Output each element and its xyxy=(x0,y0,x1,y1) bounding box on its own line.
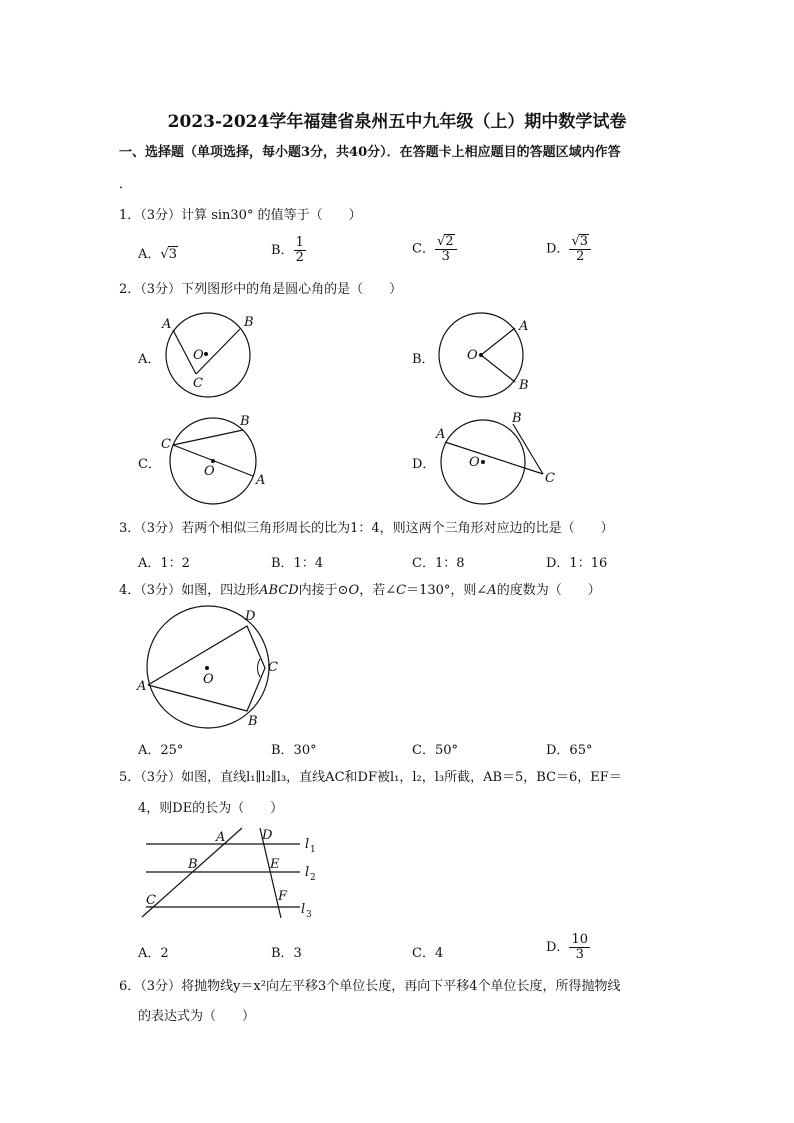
radicand: 2 xyxy=(445,234,454,249)
option-label: B． xyxy=(271,243,294,258)
denominator: 2 xyxy=(576,249,585,264)
svg-text:1: 1 xyxy=(310,845,316,855)
question-stem: 下列图形中的角是圆心角的是（ ） xyxy=(181,282,403,297)
svg-text:3: 3 xyxy=(306,910,312,920)
q1-option-b[interactable] xyxy=(271,236,306,265)
question-number: 1． xyxy=(119,208,141,223)
question-5-line-2: 4，则DE的长为（ ） xyxy=(138,801,284,816)
question-number: 2． xyxy=(119,282,141,297)
svg-text:F: F xyxy=(278,889,288,904)
q4-figure xyxy=(137,604,287,732)
option-label: D． xyxy=(546,241,570,257)
svg-text:D: D xyxy=(245,609,256,624)
fraction xyxy=(569,234,591,264)
question-stem: 若两个相似三角形周长的比为1：4，则这两个三角形对应边的比是（ ） xyxy=(181,521,614,536)
option-label: A． xyxy=(138,247,161,262)
numerator: 10 xyxy=(571,932,588,947)
svg-text:B: B xyxy=(519,378,529,393)
svg-text:O: O xyxy=(469,455,480,470)
q5-option-d[interactable] xyxy=(546,933,590,962)
question-number: 4． xyxy=(119,583,141,598)
svg-text:O: O xyxy=(203,672,214,687)
svg-text:C: C xyxy=(146,893,156,908)
numerator: √2 xyxy=(435,234,457,250)
q2-option-d[interactable]: D． xyxy=(412,457,436,472)
question-score: （3分） xyxy=(140,282,182,297)
svg-text:O: O xyxy=(204,464,215,479)
q2-figure-c xyxy=(160,412,270,512)
question-score: （3分） xyxy=(140,979,182,994)
question-5-line-1 xyxy=(119,770,622,786)
question-number: 5． xyxy=(119,770,141,785)
numerator: √3 xyxy=(569,234,591,250)
q2-option-c[interactable]: C． xyxy=(138,457,161,472)
denominator: 3 xyxy=(575,947,584,962)
svg-text:A: A xyxy=(216,830,226,845)
question-2 xyxy=(119,282,402,298)
section-heading-tail: ． xyxy=(119,177,133,192)
q3-option-d[interactable]: D．1：16 xyxy=(546,556,608,571)
q5-option-b[interactable]: B．3 xyxy=(271,946,302,961)
fraction xyxy=(435,234,457,264)
question-stem-part: C xyxy=(396,583,407,598)
question-stem-part: A xyxy=(487,583,497,598)
svg-text:l: l xyxy=(301,902,306,917)
svg-text:A: A xyxy=(256,473,266,488)
q5-figure xyxy=(138,822,328,920)
question-stem-part: ，若∠ xyxy=(359,583,397,598)
question-1 xyxy=(119,208,362,224)
svg-text:D: D xyxy=(262,828,273,843)
denominator: 3 xyxy=(441,249,450,264)
svg-text:B: B xyxy=(240,414,250,429)
q3-option-a[interactable]: A．1：2 xyxy=(138,556,190,571)
question-6-line-1 xyxy=(119,979,621,995)
question-stem-part: 如图，四边形 xyxy=(181,583,260,598)
svg-text:C: C xyxy=(268,660,278,675)
question-stem: 将抛物线y＝x²向左平移3个单位长度，再向下平移4个单位长度，所得抛物线 xyxy=(181,979,621,994)
svg-text:A: A xyxy=(137,679,147,694)
svg-text:E: E xyxy=(270,857,280,872)
question-stem-part: O xyxy=(348,583,360,598)
fraction xyxy=(569,933,590,962)
q1-option-c[interactable] xyxy=(412,234,457,264)
q2-figure-a xyxy=(160,310,260,410)
svg-text:C: C xyxy=(545,471,555,486)
section-heading: 一、选择题（单项选择，每小题3分，共40分）．在答题卡上相应题目的答题区域内作答 xyxy=(119,145,621,160)
svg-text:C: C xyxy=(193,376,203,391)
q4-option-b[interactable]: B．30° xyxy=(271,743,317,758)
svg-text:l: l xyxy=(305,837,310,852)
q5-option-c[interactable]: C．4 xyxy=(412,946,444,961)
q3-option-b[interactable]: B．1：4 xyxy=(271,556,324,571)
svg-text:A: A xyxy=(436,427,446,442)
svg-text:B: B xyxy=(512,411,522,426)
svg-text:B: B xyxy=(248,714,258,729)
svg-text:l: l xyxy=(305,865,310,880)
question-3 xyxy=(119,521,614,537)
question-6-line-2: 的表达式为（ ） xyxy=(138,1009,256,1024)
q4-option-d[interactable]: D．65° xyxy=(546,743,593,758)
svg-text:O: O xyxy=(467,348,478,363)
denominator: 2 xyxy=(295,250,304,265)
question-score: （3分） xyxy=(140,208,182,223)
question-score: （3分） xyxy=(140,583,182,598)
q1-option-a[interactable]: A．√3 xyxy=(138,247,177,262)
question-stem: 计算 sin30° 的值等于（ ） xyxy=(181,208,362,223)
svg-text:A: A xyxy=(162,317,172,332)
q2-option-b[interactable]: B． xyxy=(412,352,435,367)
question-4 xyxy=(119,583,601,599)
option-value: 3 xyxy=(168,247,177,262)
q4-option-a[interactable]: A．25° xyxy=(138,743,184,758)
svg-text:O: O xyxy=(193,348,204,363)
question-stem-part: ABCD xyxy=(259,583,299,598)
q2-option-a[interactable]: A． xyxy=(138,352,161,367)
option-label: D． xyxy=(546,940,570,955)
svg-text:2: 2 xyxy=(310,873,316,883)
question-score: （3分） xyxy=(140,521,182,536)
question-stem-part: 的度数为（ ） xyxy=(496,583,601,598)
question-score: （3分） xyxy=(140,770,182,785)
question-number: 6． xyxy=(119,979,141,994)
q4-option-c[interactable]: C．50° xyxy=(412,743,458,758)
numerator: 1 xyxy=(295,235,304,250)
question-stem-part: ＝130°，则∠ xyxy=(406,583,488,598)
svg-text:B: B xyxy=(188,857,198,872)
q1-option-d[interactable] xyxy=(546,234,591,264)
q3-option-c[interactable]: C．1：8 xyxy=(412,556,465,571)
question-number: 3． xyxy=(119,521,141,536)
option-label: C． xyxy=(412,241,435,257)
question-stem: 如图，直线l₁∥l₂∥l₃，直线AC和DF被l₁，l₂，l₃所截，AB＝5，BC＝6，EF＝ xyxy=(181,770,622,785)
q5-option-a[interactable]: A．2 xyxy=(138,946,169,961)
svg-text:A: A xyxy=(519,319,529,334)
radicand: 3 xyxy=(579,234,589,249)
q2-figure-b xyxy=(435,310,545,410)
q2-figure-d xyxy=(435,412,565,512)
page-title: 2023-2024学年福建省泉州五中九年级（上）期中数学试卷 xyxy=(167,112,627,132)
svg-text:C: C xyxy=(161,437,171,452)
svg-text:B: B xyxy=(244,315,254,330)
question-stem-part: 内接于⊙ xyxy=(298,583,349,598)
fraction xyxy=(294,236,306,265)
